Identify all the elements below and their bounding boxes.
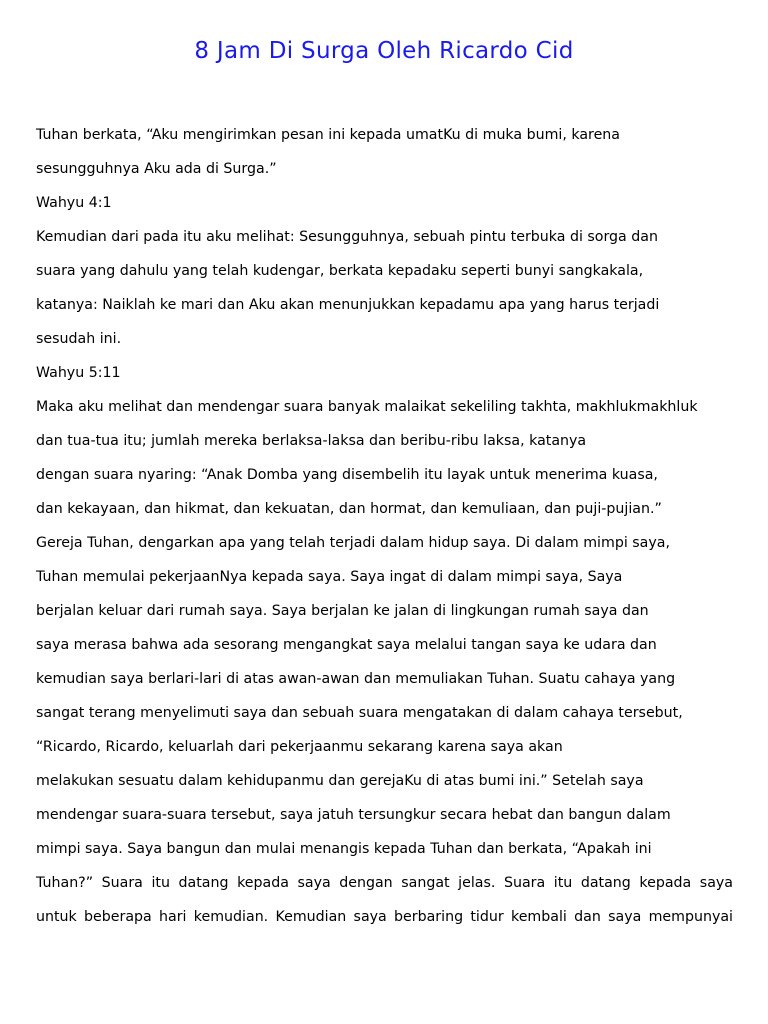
text-line: “Ricardo, Ricardo, keluarlah dari pekerjaanmu sekarang karena saya akan — [36, 739, 563, 755]
text-line: sesudah ini. — [36, 331, 122, 347]
text-line: Tuhan berkata, “Aku mengirimkan pesan ini kepada umatKu di muka bumi, karena — [36, 127, 620, 143]
text-line: katanya: Naiklah ke mari dan Aku akan menunjukkan kepadamu apa yang harus terjadi — [36, 297, 660, 313]
text-line: dan tua-tua itu; jumlah mereka berlaksa-laksa dan beribu-ribu laksa, katanya — [36, 433, 587, 449]
text-line: Tuhan memulai pekerjaanNya kepada saya. Saya ingat di dalam mimpi saya, Saya — [36, 569, 623, 585]
text-line: Tuhan?” Suara itu datang kepada saya dengan sangat jelas. Suara itu datang kepada saya — [36, 875, 733, 891]
text-line: saya merasa bahwa ada sesorang mengangkat saya melalui tangan saya ke udara dan — [36, 637, 657, 653]
text-line: Kemudian dari pada itu aku melihat: Sesungguhnya, sebuah pintu terbuka di sorga dan — [36, 229, 658, 245]
document-title: 8 Jam Di Surga Oleh Ricardo Cid — [194, 38, 574, 64]
verse-reference: Wahyu 4:1 — [36, 195, 112, 211]
document-body — [36, 118, 746, 934]
text-line: sesungguhnya Aku ada di Surga.” — [36, 161, 277, 177]
text-line: mendengar suara-suara tersebut, saya jatuh tersungkur secara hebat dan bangun dalam — [36, 807, 671, 823]
text-line: suara yang dahulu yang telah kudengar, berkata kepadaku seperti bunyi sangkakala, — [36, 263, 644, 279]
text-line: Gereja Tuhan, dengarkan apa yang telah terjadi dalam hidup saya. Di dalam mimpi saya, — [36, 535, 670, 551]
text-line: sangat terang menyelimuti saya dan sebuah suara mengatakan di dalam cahaya tersebut, — [36, 705, 683, 721]
text-line: kemudian saya berlari-lari di atas awan-awan dan memuliakan Tuhan. Suatu cahaya yang — [36, 671, 676, 687]
text-line: untuk beberapa hari kemudian. Kemudian saya berbaring tidur kembali dan saya mempunyai — [36, 909, 733, 925]
text-line: Maka aku melihat dan mendengar suara banyak malaikat sekeliling takhta, makhlukmakhluk — [36, 399, 698, 415]
text-line: dengan suara nyaring: “Anak Domba yang disembelih itu layak untuk menerima kuasa, — [36, 467, 658, 483]
verse-reference: Wahyu 5:11 — [36, 365, 121, 381]
text-line: dan kekayaan, dan hikmat, dan kekuatan, dan hormat, dan kemuliaan, dan puji-pujian.” — [36, 501, 662, 517]
text-line: berjalan keluar dari rumah saya. Saya berjalan ke jalan di lingkungan rumah saya dan — [36, 603, 649, 619]
text-line: mimpi saya. Saya bangun dan mulai menangis kepada Tuhan dan berkata, “Apakah ini — [36, 841, 652, 857]
text-line: melakukan sesuatu dalam kehidupanmu dan gerejaKu di atas bumi ini.” Setelah saya — [36, 773, 644, 789]
